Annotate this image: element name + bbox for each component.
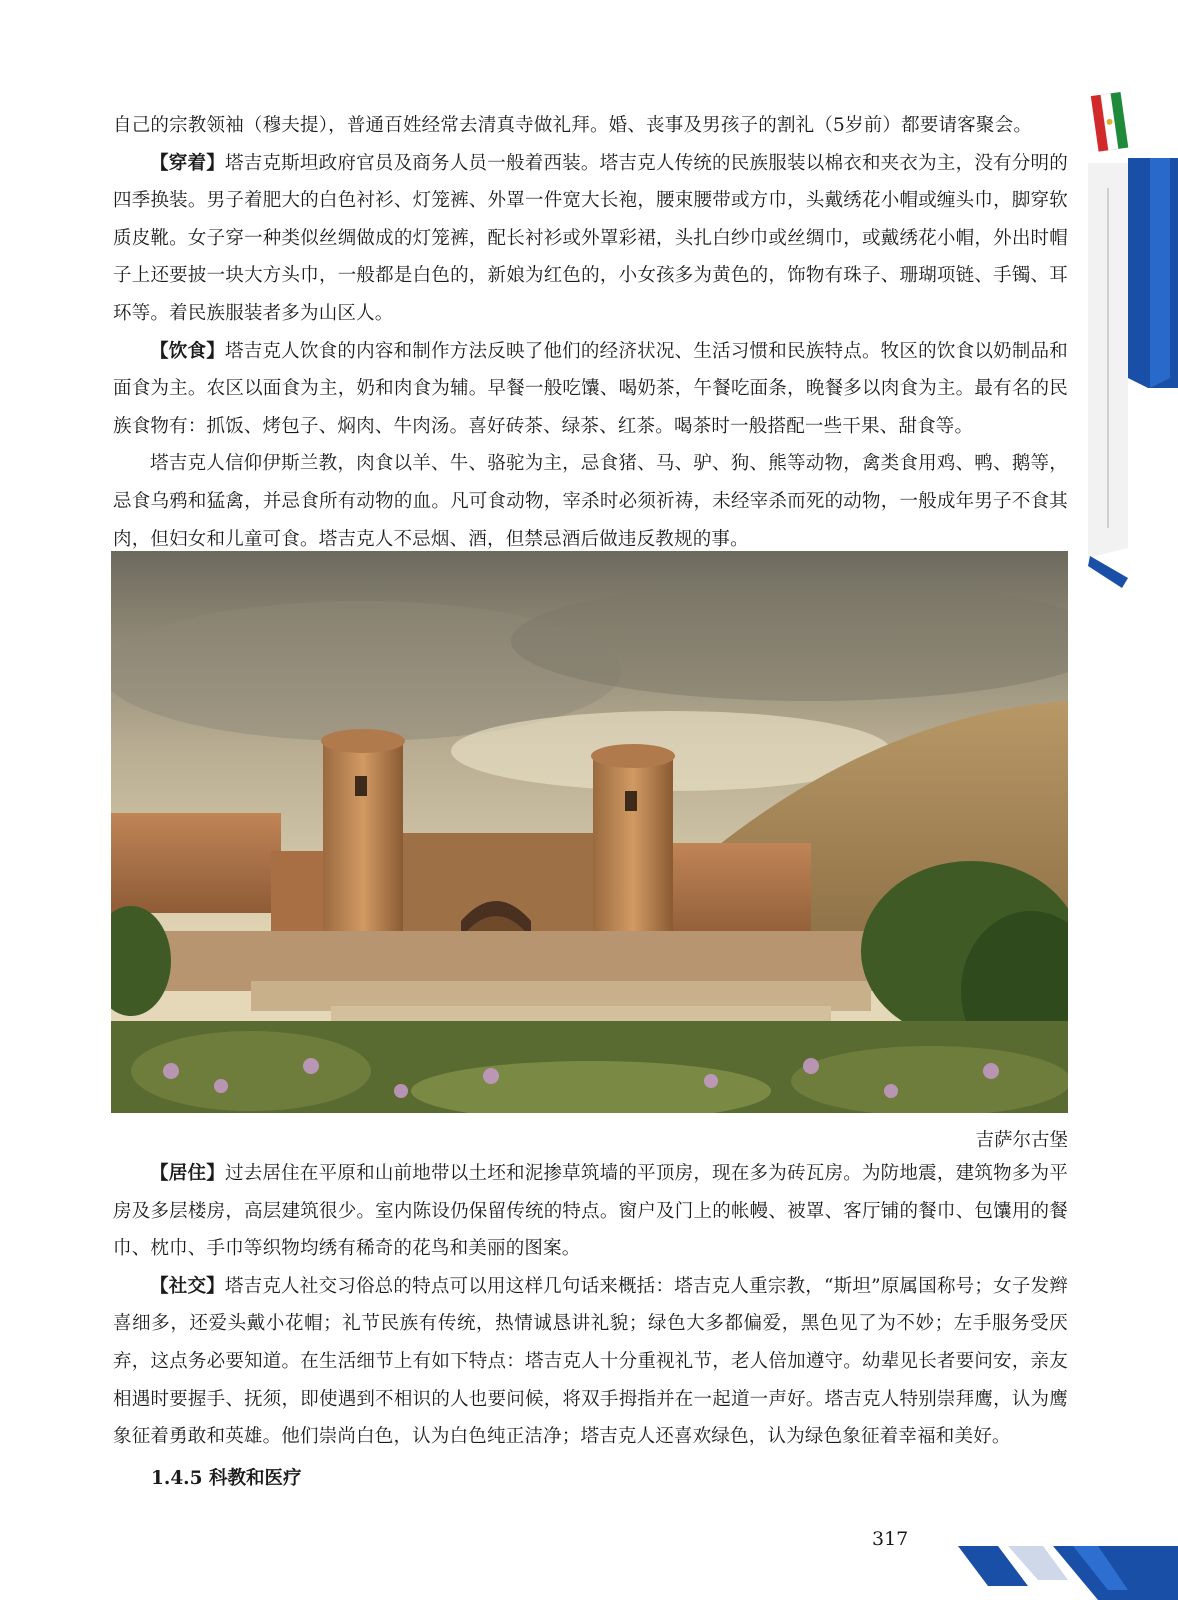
paragraph-diet	[113, 333, 1068, 446]
flag-icon	[1091, 92, 1129, 152]
figure-caption: 吉萨尔古堡	[975, 1130, 1068, 1151]
paragraph-housing	[113, 1155, 1068, 1268]
paragraph-text: 过去居住在平原和山前地带以土坯和泥掺草筑墙的平顶房，现在多为砖瓦房。为防地震，建筑物多为平房及多层楼房，高层建筑很少。室内陈设仍保留传统的特点。窗户及门上的帐幔、被罩、客厅铺的餐巾、包馕用的餐巾、枕巾、手巾等织物均绣有稀奇的花鸟和美丽的图案。	[113, 1163, 1068, 1260]
paragraph-religion-diet	[113, 445, 1068, 558]
page-number: 317	[872, 1528, 909, 1550]
paragraph-tag: 【饮食】	[150, 340, 225, 362]
side-tab-decoration	[1088, 88, 1178, 598]
paragraph-text: 塔吉克人信仰伊斯兰教，肉食以羊、牛、骆驼为主，忌食猪、马、驴、狗、熊等动物，禽类食用鸡、鸭、鹅等，忌食乌鸦和猛禽，并忌食所有动物的血。凡可食动物，宰杀时必须祈祷，未经宰杀而死的动物，一般成年男子不食其肉，但妇女和儿童可食。塔吉克人不忌烟、酒，但禁忌酒后做违反教规的事。	[113, 453, 1068, 550]
paragraph-text: 塔吉克斯坦政府官员及商务人员一般着西装。塔吉克人传统的民族服装以棉衣和夹衣为主，没有分明的四季换装。男子着肥大的白色衬衫、灯笼裤、外罩一件宽大长袍，腰束腰带或方巾，头戴绣花小帽或缠头巾，脚穿软质皮靴。女子穿一种类似丝绸做成的灯笼裤，配长衬衫或外罩彩裙，头扎白纱巾或丝绸巾，或戴绣花小帽，外出时帽子上还要披一块大方头巾，一般都是白色的，新娘为红色的，小女孩多为黄色的，饰物有珠子、珊瑚项链、手镯、耳环等。着民族服装者多为山区人。	[113, 152, 1068, 324]
body-text-bottom	[113, 1155, 1068, 1456]
paragraph-tag: 【居住】	[150, 1163, 225, 1184]
paragraph-social	[113, 1268, 1068, 1456]
fortress-photo	[111, 551, 1068, 1113]
paragraph-text: 塔吉克人饮食的内容和制作方法反映了他们的经济状况、生活习惯和民族特点。牧区的饮食以奶制品和面食为主。农区以面食为主，奶和肉食为辅。早餐一般吃馕、喝奶茶，午餐吃面条，晚餐多以肉食为主。最有名的民族食物有：抓饭、烤包子、焖肉、牛肉汤。喜好砖茶、绿茶、红茶。喝茶时一般搭配一些干果、甜食等。	[113, 340, 1068, 437]
paragraph-tag: 【穿着】	[150, 152, 225, 174]
body-text-top	[113, 107, 1068, 558]
paragraph	[113, 107, 1068, 145]
section-heading: 1.4.5 科教和医疗	[151, 1468, 302, 1489]
paragraph-tag: 【社交】	[150, 1275, 225, 1297]
paragraph-text: 塔吉克人社交习俗总的特点可以用这样几句话来概括：塔吉克人重宗教，“斯坦”原属国称号；女子发辫喜细多，还爱头戴小花帽；礼节民族有传统，热情诚恳讲礼貌；绿色大多都偏爱，黑色见了为不妙；左手服务受厌弃，这点务必要知道。在生活细节上有如下特点：塔吉克人十分重视礼节，老人倍加遵守。幼辈见长者要问安，亲友相遇时要握手、抚须，即使遇到不相识的人也要问候，将双手拇指并在一起道一声好。塔吉克人特别崇拜鹰，认为鹰象征着勇敢和英雄。他们崇尚白色，认为白色纯正洁净；塔吉克人还喜欢绿色，认为绿色象征着幸福和美好。	[113, 1275, 1068, 1448]
paragraph-text: 自己的宗教领袖（穆夫提），普通百姓经常去清真寺做礼拜。婚、丧事及男孩子的割礼（5岁前）都要请客聚会。	[113, 115, 1033, 136]
corner-stripe-decoration	[948, 1538, 1178, 1600]
paragraph-clothing	[113, 145, 1068, 333]
